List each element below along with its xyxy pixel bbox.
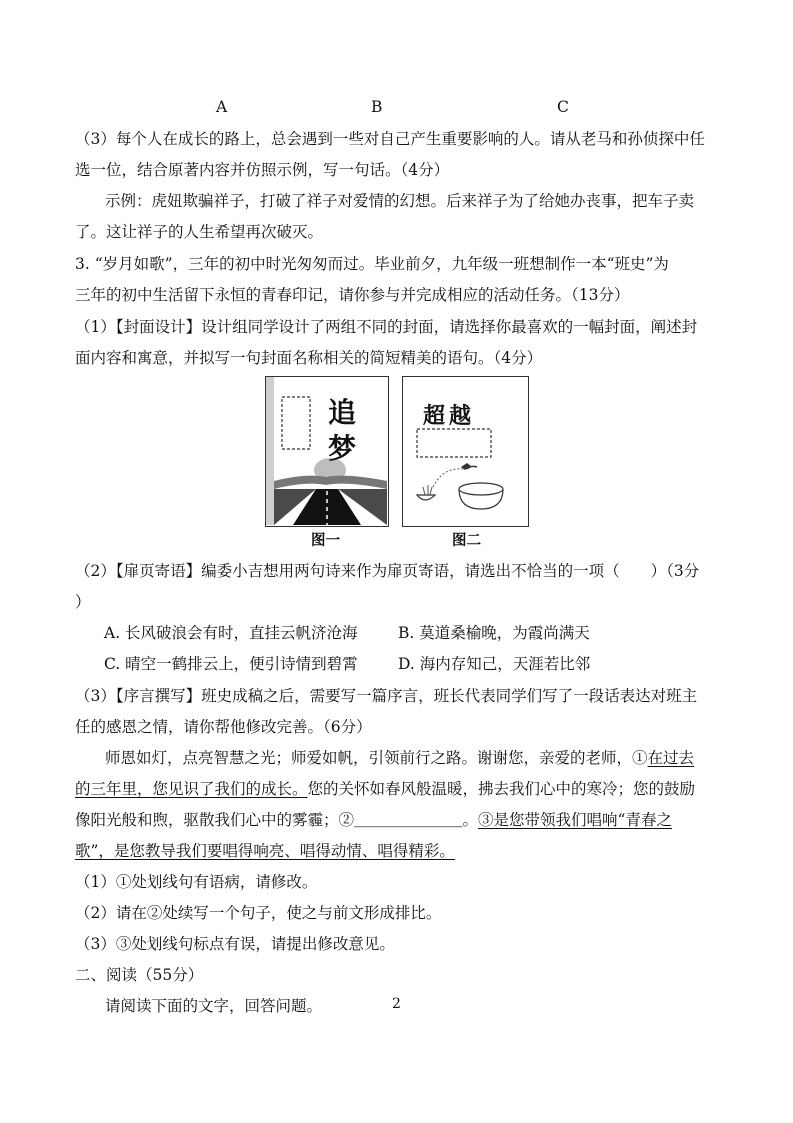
figure-2-caption: 图二 xyxy=(452,532,481,549)
passage-text: 像阳光般和煦，驱散我们心中的雾霾；② xyxy=(75,811,355,829)
example-text: 了。这让祥子的人生希望再次破灭。 xyxy=(75,223,324,241)
cover-2-illustration xyxy=(403,377,527,525)
choice-c: C. 晴空一鹤排云上，便引诗情到碧霄 xyxy=(104,655,358,673)
option-label-c: C xyxy=(557,98,569,116)
sub-question: （2）请在②处续写一个句子，使之与前文形成排比。 xyxy=(75,904,442,922)
question-text: （2）【扉页寄语】编委小吉想用两句诗来作为扉页寄语，请选出不恰当的一项（ ）（3分 xyxy=(75,562,700,580)
choice-b: B. 莫道桑榆晚，为霞尚满天 xyxy=(398,624,590,642)
figure-1-caption: 图一 xyxy=(311,532,340,549)
sub-question: （1）①处划线句有语病，请修改。 xyxy=(75,873,318,891)
question-text: ） xyxy=(75,593,91,611)
question-text: （1）【封面设计】设计组同学设计了两组不同的封面，请选择你最喜欢的一幅封面，阐述封 xyxy=(75,318,698,336)
underlined-sentence-3: 歌”，是您教导我们要唱得响亮、唱得动情、唱得精彩。 xyxy=(75,842,455,860)
passage-text: 您的关怀如春风般温暖，拂去我们心中的寒冷；您的鼓励 xyxy=(307,780,696,798)
fill-blank: ＿＿＿＿＿＿＿ xyxy=(354,811,463,829)
question-text: （3）【序言撰写】班史成稿之后，需要写一篇序言，班长代表同学们写了一段话表达对班主 xyxy=(75,687,698,705)
passage-line xyxy=(75,777,695,799)
cover-2-title: 超越 xyxy=(423,403,476,429)
question-heading: 三年的初中生活留下永恒的青春印记，请你参与并完成相应的活动任务。（13分） xyxy=(75,286,630,304)
cover-1-title-char: 梦 xyxy=(328,432,357,465)
underlined-sentence-1: 在过去 xyxy=(647,749,695,767)
question-text: 任的感恩之情，请你帮他修改完善。（6分） xyxy=(75,718,372,736)
passage-line xyxy=(75,839,455,861)
example-text: 示例：虎妞欺骗祥子，打破了祥子对爱情的幻想。后来祥子为了给她办丧事，把车子卖 xyxy=(105,192,695,210)
cover-1-title-char: 追 xyxy=(328,396,357,429)
underlined-sentence-1: 的三年里，您见识了我们的成长。 xyxy=(75,780,308,798)
page-number: 2 xyxy=(392,996,401,1012)
question-text: 面内容和寓意，并拟写一句封面名称相关的简短精美的语句。（4分） xyxy=(75,349,543,367)
option-label-a: A xyxy=(216,98,228,116)
cover-1-illustration xyxy=(266,377,387,525)
reading-instruction: 请阅读下面的文字，回答问题。 xyxy=(105,997,323,1015)
passage-text: 师恩如灯，点亮智慧之光；师爱如帆，引领前行之路。谢谢您，亲爱的老师，① xyxy=(105,749,648,767)
passage-text: 。 xyxy=(462,811,479,829)
question-heading: 3. “岁月如歌”，三年的初中时光匆匆而过。毕业前夕，九年级一班想制作一本“班史”为 xyxy=(75,255,669,273)
option-label-b: B xyxy=(371,98,383,116)
passage-line xyxy=(105,746,694,768)
passage-line xyxy=(75,808,672,830)
question-text: 选一位，结合原著内容并仿照示例，写一句话。（4分） xyxy=(75,161,450,179)
cover-figure-2 xyxy=(402,376,529,527)
underlined-sentence-3: ③是您带领我们唱响“青春之 xyxy=(478,811,672,829)
choice-d: D. 海内存知己，天涯若比邻 xyxy=(398,655,591,673)
sub-question: （3）③处划线句标点有误，请提出修改意见。 xyxy=(75,935,395,953)
cover-figure-1 xyxy=(265,376,389,527)
choice-a: A. 长风破浪会有时，直挂云帆济沧海 xyxy=(104,624,358,642)
section-title: 二、阅读（55分） xyxy=(75,966,204,984)
question-text: （3）每个人在成长的路上，总会遇到一些对自己产生重要影响的人。请从老马和孙侦探中任 xyxy=(75,130,705,148)
